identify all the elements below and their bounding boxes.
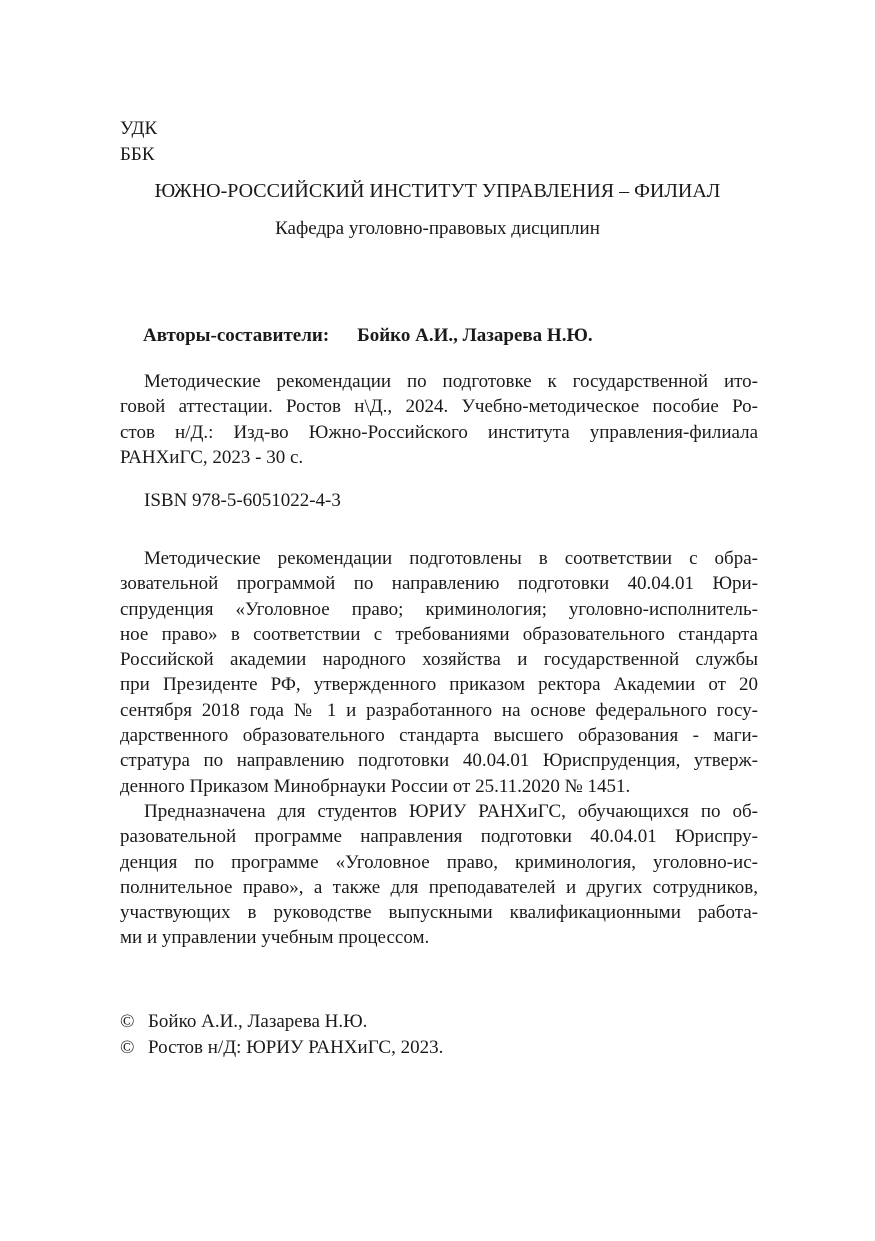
abstract-line: Методические рекомендации подготовлены в соответствии с обра- <box>144 548 758 569</box>
department-title: Кафедра уголовно-правовых дисциплин <box>275 218 600 239</box>
abstract-line: спруденция «Уголовное право; криминология; уголовно-исполнитель- <box>120 598 758 620</box>
abstract-line: денного Приказом Минобрнауки России от 25.11.2020 № 1451. <box>120 775 631 797</box>
abstract-line: ми и управлении учебным процессом. <box>120 927 430 949</box>
authors-label: Авторы-составители: <box>143 325 330 346</box>
citation-line: Методические рекомендации по подготовке к государственной ито- <box>144 371 758 392</box>
abstract-paragraph-1 <box>120 546 758 799</box>
authors-line <box>143 323 593 349</box>
copyright-symbol: © <box>120 1037 135 1058</box>
copyright-publisher-text: Ростов н/Д: ЮРИУ РАНХиГС, 2023. <box>148 1037 444 1058</box>
abstract-line: Предназначена для студентов ЮРИУ РАНХиГС, обучающихся по об- <box>144 801 758 822</box>
copyright-symbol: © <box>120 1011 135 1032</box>
citation-line: стов н/Д.: Изд-во Южно-Российского института управления-филиала <box>120 421 758 443</box>
abstract-paragraph-2 <box>120 799 758 951</box>
abstract-line: дарственного образовательного стандарта высшего образования - маги- <box>120 725 758 747</box>
isbn: ISBN 978-5-6051022-4-3 <box>144 490 341 511</box>
abstract-line: Российской академии народного хозяйства и государственной службы <box>120 649 758 671</box>
copyright-publisher <box>120 1035 443 1060</box>
abstract-line: сентября 2018 года № 1 и разработанного на основе федерального госу- <box>120 699 758 721</box>
abstract-line: денция по программе «Уголовное право, криминология, уголовно-ис- <box>120 851 758 873</box>
copyright-authors-text: Бойко А.И., Лазарева Н.Ю. <box>148 1011 368 1032</box>
bbk-label: ББК <box>120 144 155 165</box>
abstract-line: ное право» в соответствии с требованиями образовательного стандарта <box>120 623 758 645</box>
udk-label: УДК <box>120 118 158 139</box>
citation-block <box>120 369 758 470</box>
abstract-line: полнительное право», а также для преподавателей и других сотрудников, <box>120 876 758 898</box>
citation-line: говой аттестации. Ростов н\Д., 2024. Учебно-методическое пособие Ро- <box>120 396 758 418</box>
abstract-line: при Президенте РФ, утвержденного приказом ректора Академии от 20 <box>120 674 758 696</box>
abstract-line: разовательной программе направления подготовки 40.04.01 Юриспру- <box>120 826 758 848</box>
authors-names: Бойко А.И., Лазарева Н.Ю. <box>357 325 593 346</box>
abstract-line: зовательной программой по направлению подготовки 40.04.01 Юри- <box>120 573 758 595</box>
abstract-line: участвующих в руководстве выпускными квалификационными работа- <box>120 902 758 924</box>
institute-title: ЮЖНО-РОССИЙСКИЙ ИНСТИТУТ УПРАВЛЕНИЯ – ФИЛИАЛ <box>154 180 721 202</box>
abstract-line: стратура по направлению подготовки 40.04.01 Юриспруденция, утверж- <box>120 750 758 772</box>
citation-line: РАНХиГС, 2023 - 30 с. <box>120 446 304 468</box>
copyright-authors <box>120 1009 367 1034</box>
